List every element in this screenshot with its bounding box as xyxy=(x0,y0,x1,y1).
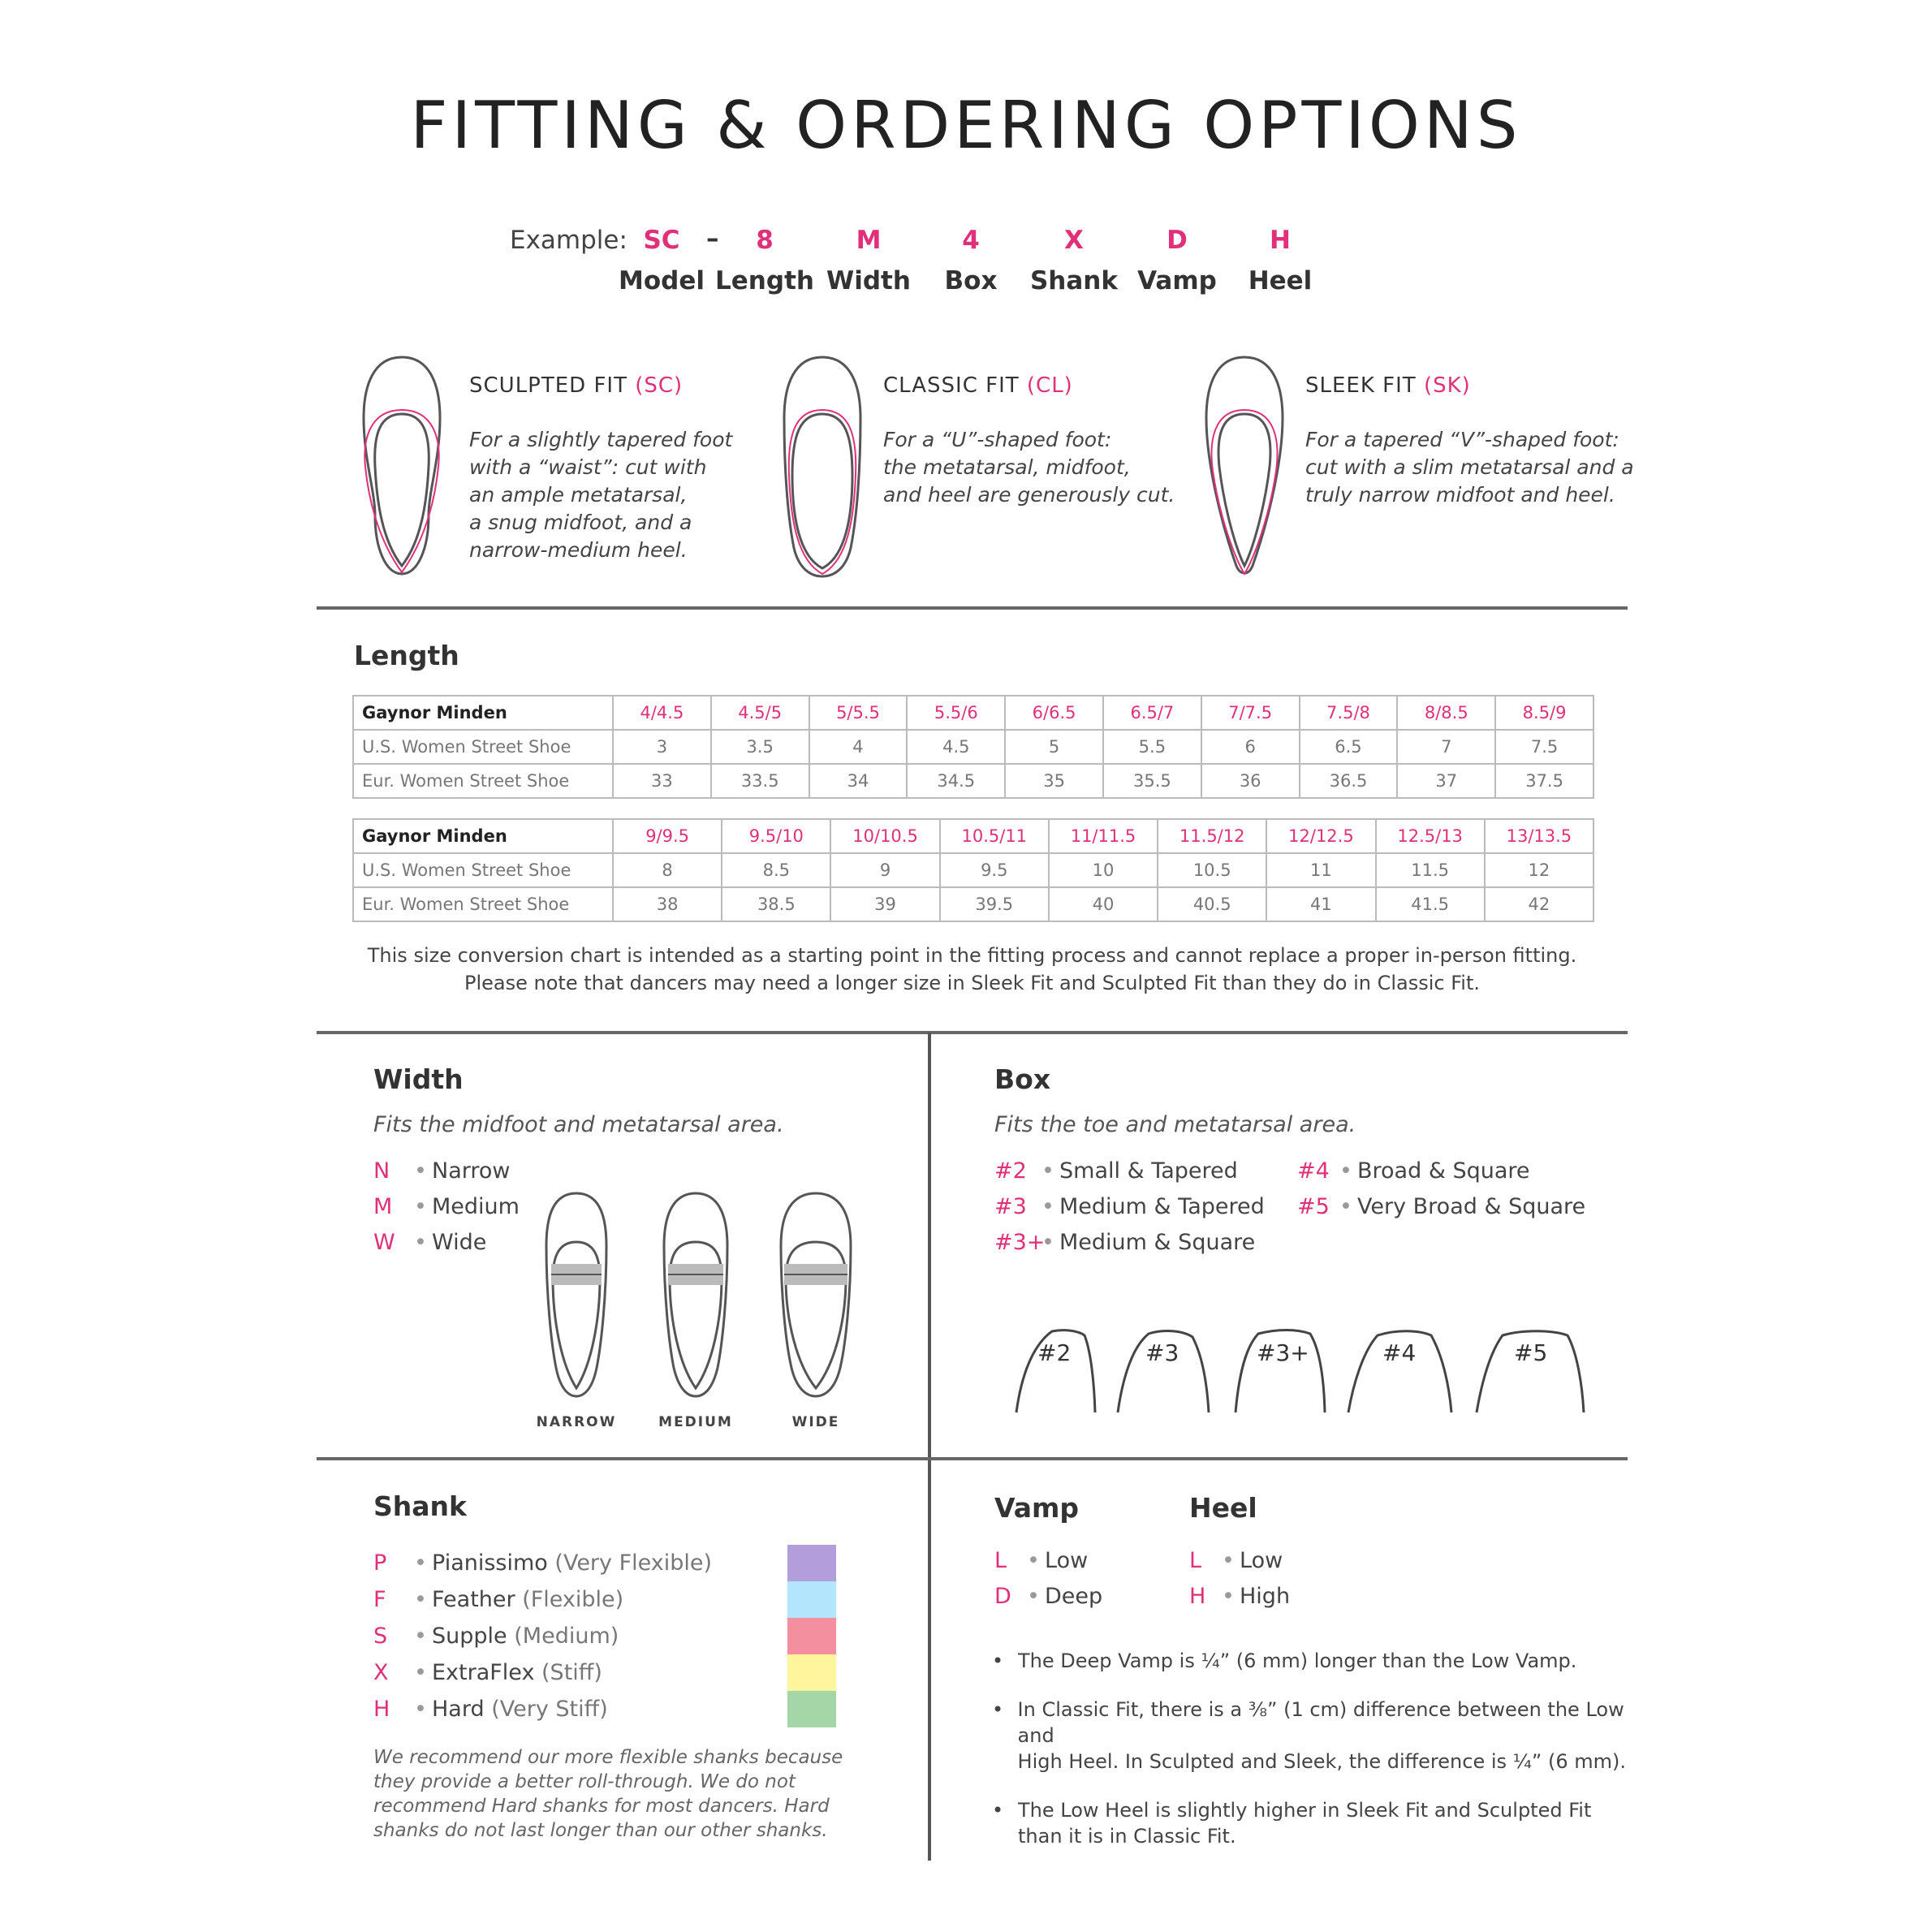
example-code-shank: X xyxy=(1064,226,1084,255)
example-label: Example: xyxy=(510,226,627,255)
heel-options xyxy=(1189,1542,1290,1614)
classic-fit-title: CLASSIC FIT (CL) xyxy=(883,373,1073,398)
table-row xyxy=(353,853,1593,887)
table-cell: 5.5/6 xyxy=(907,696,1005,730)
shank-swatch-hard xyxy=(787,1691,836,1727)
table-cell: 10/10.5 xyxy=(830,819,939,853)
example-code-vamp: D xyxy=(1167,226,1188,255)
table-cell: 36 xyxy=(1201,764,1300,798)
table-cell: 5.5 xyxy=(1103,730,1201,764)
example-word-width: Width xyxy=(826,266,911,295)
table-cell: 6 xyxy=(1201,730,1300,764)
sleek-fit-description: For a tapered “V”-shaped foot: cut with a slim metatarsal and a truly narrow midfoot and heel. xyxy=(1305,428,1634,507)
table-cell: 9 xyxy=(830,853,939,887)
divider-lower xyxy=(317,1457,1628,1460)
table-row xyxy=(353,696,1593,730)
box-5-label: #5 xyxy=(1514,1339,1548,1366)
size-table-2 xyxy=(352,818,1594,922)
box-subtitle: Fits the toe and metatarsal area. xyxy=(994,1112,1356,1137)
table-cell: 6.5/7 xyxy=(1103,696,1201,730)
list-item: W • Wide xyxy=(373,1229,487,1255)
table-row xyxy=(353,887,1593,921)
size-table-1 xyxy=(352,695,1594,799)
sleek-fit-shoe-icon xyxy=(1200,353,1289,580)
list-item: H • Hard (Very Stiff) xyxy=(373,1697,608,1722)
table-cell: 5 xyxy=(1005,730,1103,764)
example-dash: – xyxy=(706,224,719,253)
list-item: #3+ • Medium & Square xyxy=(994,1229,1256,1255)
size-note-line-1: This size conversion chart is intended as a starting point in the fitting process and cannot replace a proper in-person fitting. xyxy=(367,944,1577,967)
table-cell: 12 xyxy=(1485,853,1593,887)
sculpted-fit-description: For a slightly tapered foot with a “waist”: cut with an ample metatarsal, a snug midfoot, and a narrow-medium heel. xyxy=(469,428,733,562)
medium-shoe-icon xyxy=(659,1189,732,1400)
size-note xyxy=(317,942,1628,997)
table-cell: 10.5 xyxy=(1158,853,1266,887)
list-item: M • Medium xyxy=(373,1193,520,1219)
vamp-heading: Vamp xyxy=(994,1492,1080,1524)
example-word-vamp: Vamp xyxy=(1137,266,1217,295)
table-cell: 33.5 xyxy=(711,764,809,798)
table-cell: 38.5 xyxy=(722,887,830,921)
row-label-us: U.S. Women Street Shoe xyxy=(353,853,613,887)
table-cell: 12.5/13 xyxy=(1376,819,1485,853)
list-item: X • ExtraFlex (Stiff) xyxy=(373,1660,602,1685)
list-item: F • Feather (Flexible) xyxy=(373,1587,624,1612)
length-heading: Length xyxy=(354,640,459,671)
row-label-eur: Eur. Women Street Shoe xyxy=(353,887,613,921)
table-cell: 11.5 xyxy=(1376,853,1485,887)
table-cell: 36.5 xyxy=(1300,764,1398,798)
table-cell: 37 xyxy=(1397,764,1495,798)
example-code-box: 4 xyxy=(962,226,980,255)
shank-heading: Shank xyxy=(373,1490,467,1522)
list-item: L • Low xyxy=(1189,1547,1283,1573)
table-cell: 41.5 xyxy=(1376,887,1485,921)
row-label-gaynor-minden: Gaynor Minden xyxy=(353,819,613,853)
table-row xyxy=(353,730,1593,764)
table-cell: 34.5 xyxy=(907,764,1005,798)
example-word-length: Length xyxy=(715,266,814,295)
box-heading: Box xyxy=(994,1063,1051,1095)
wide-caption: WIDE xyxy=(791,1414,840,1430)
table-cell: 42 xyxy=(1485,887,1593,921)
vamp-options xyxy=(994,1542,1102,1614)
shank-swatch-extraflex xyxy=(787,1654,836,1691)
narrow-shoe-icon xyxy=(540,1189,613,1400)
narrow-caption: NARROW xyxy=(536,1414,617,1430)
table-cell: 40 xyxy=(1049,887,1158,921)
row-label-us: U.S. Women Street Shoe xyxy=(353,730,613,764)
list-item: #4 • Broad & Square xyxy=(1297,1158,1530,1184)
table-cell: 7 xyxy=(1397,730,1495,764)
table-cell: 6.5 xyxy=(1300,730,1398,764)
classic-fit-shoe-icon xyxy=(778,353,867,580)
list-item: • The Deep Vamp is ¼” (6 mm) longer than the Low Vamp. xyxy=(992,1650,1577,1672)
table-cell: 35 xyxy=(1005,764,1103,798)
shank-swatch-pianissimo xyxy=(787,1545,836,1581)
list-item: D • Deep xyxy=(994,1583,1103,1609)
table-cell: 8/8.5 xyxy=(1397,696,1495,730)
row-label-gaynor-minden: Gaynor Minden xyxy=(353,696,613,730)
medium-caption: MEDIUM xyxy=(658,1414,733,1430)
table-cell: 5/5.5 xyxy=(809,696,908,730)
page-title: FITTING & ORDERING OPTIONS xyxy=(410,88,1522,163)
table-cell: 8.5 xyxy=(722,853,830,887)
table-cell: 13/13.5 xyxy=(1485,819,1593,853)
table-row xyxy=(353,819,1593,853)
table-cell: 4/4.5 xyxy=(613,696,711,730)
example-code-length: 8 xyxy=(756,226,774,255)
table-cell: 37.5 xyxy=(1495,764,1593,798)
table-cell: 3.5 xyxy=(711,730,809,764)
list-item: #5 • Very Broad & Square xyxy=(1297,1193,1586,1219)
example-word-box: Box xyxy=(944,266,998,295)
box-2-label: #2 xyxy=(1037,1339,1072,1366)
box-options-right xyxy=(1297,1153,1585,1224)
table-cell: 9.5/10 xyxy=(722,819,830,853)
shank-note: We recommend our more flexible shanks because they provide a better roll-through. We do not recommend Hard shanks for most dancers. Hard shanks do not last longer than our other shanks. xyxy=(373,1747,843,1841)
table-cell: 39 xyxy=(830,887,939,921)
list-item: L • Low xyxy=(994,1547,1089,1573)
table-cell: 12/12.5 xyxy=(1266,819,1375,853)
table-cell: 10.5/11 xyxy=(940,819,1049,853)
table-cell: 8.5/9 xyxy=(1495,696,1593,730)
table-cell: 11.5/12 xyxy=(1158,819,1266,853)
list-item: S • Supple (Medium) xyxy=(373,1624,619,1649)
list-item: • The Low Heel is slightly higher in Sleek Fit and Sculpted Fit than it is in Classic Fit. xyxy=(992,1799,1592,1848)
shank-swatch-supple xyxy=(787,1618,836,1654)
table-cell: 8 xyxy=(613,853,722,887)
divider-middle xyxy=(317,1031,1628,1034)
list-item: • In Classic Fit, there is a ⅜” (1 cm) difference between the Low and High Heel. In Sculpted and Sleek, the difference is ¼” (6 mm). xyxy=(992,1698,1626,1773)
box-3plus-label: #3+ xyxy=(1257,1339,1309,1366)
table-cell: 3 xyxy=(613,730,711,764)
table-cell: 6/6.5 xyxy=(1005,696,1103,730)
width-options xyxy=(373,1153,520,1260)
table-cell: 40.5 xyxy=(1158,887,1266,921)
divider-vertical xyxy=(928,1033,931,1861)
table-cell: 9/9.5 xyxy=(613,819,722,853)
table-cell: 41 xyxy=(1266,887,1375,921)
table-cell: 11 xyxy=(1266,853,1375,887)
list-item: #2 • Small & Tapered xyxy=(994,1158,1238,1184)
table-cell: 38 xyxy=(613,887,722,921)
example-word-model: Model xyxy=(619,266,705,295)
list-item: P • Pianissimo (Very Flexible) xyxy=(373,1550,713,1576)
sleek-fit-title: SLEEK FIT (SK) xyxy=(1305,373,1471,398)
width-heading: Width xyxy=(373,1063,464,1095)
list-item: N • Narrow xyxy=(373,1158,511,1184)
table-cell: 11/11.5 xyxy=(1049,819,1158,853)
size-note-line-2: Please note that dancers may need a longer size in Sleek Fit and Sculpted Fit than they do in Classic Fit. xyxy=(464,972,1480,994)
table-cell: 4 xyxy=(809,730,908,764)
shank-swatch-feather xyxy=(787,1581,836,1618)
example-code-heel: H xyxy=(1270,226,1291,255)
list-item: H • High xyxy=(1189,1583,1291,1609)
box-4-label: #4 xyxy=(1382,1339,1417,1366)
heel-heading: Heel xyxy=(1189,1492,1257,1524)
width-subtitle: Fits the midfoot and metatarsal area. xyxy=(373,1112,784,1137)
table-cell: 7.5/8 xyxy=(1300,696,1398,730)
box-options-left xyxy=(994,1153,1265,1260)
table-cell: 35.5 xyxy=(1103,764,1201,798)
table-cell: 7.5 xyxy=(1495,730,1593,764)
table-cell: 39.5 xyxy=(940,887,1049,921)
table-row xyxy=(353,764,1593,798)
divider-top xyxy=(317,606,1628,610)
table-cell: 7/7.5 xyxy=(1201,696,1300,730)
list-item: #3 • Medium & Tapered xyxy=(994,1193,1265,1219)
example-code-width: M xyxy=(856,226,882,255)
bullet-list xyxy=(992,1648,1658,1849)
sculpted-fit-shoe-icon xyxy=(357,353,446,580)
table-cell: 34 xyxy=(809,764,908,798)
table-cell: 4.5/5 xyxy=(711,696,809,730)
row-label-eur: Eur. Women Street Shoe xyxy=(353,764,613,798)
table-cell: 10 xyxy=(1049,853,1158,887)
shank-options xyxy=(373,1545,712,1727)
sculpted-fit-title: SCULPTED FIT (SC) xyxy=(469,373,684,398)
classic-fit-description: For a “U”-shaped foot: the metatarsal, midfoot, and heel are generously cut. xyxy=(883,428,1175,507)
table-cell: 33 xyxy=(613,764,711,798)
example-word-shank: Shank xyxy=(1029,266,1118,295)
wide-shoe-icon xyxy=(777,1189,855,1400)
box-3-label: #3 xyxy=(1145,1339,1179,1366)
table-cell: 4.5 xyxy=(907,730,1005,764)
example-code-model: SC xyxy=(643,226,680,255)
example-word-heel: Heel xyxy=(1248,266,1313,295)
table-cell: 9.5 xyxy=(940,853,1049,887)
